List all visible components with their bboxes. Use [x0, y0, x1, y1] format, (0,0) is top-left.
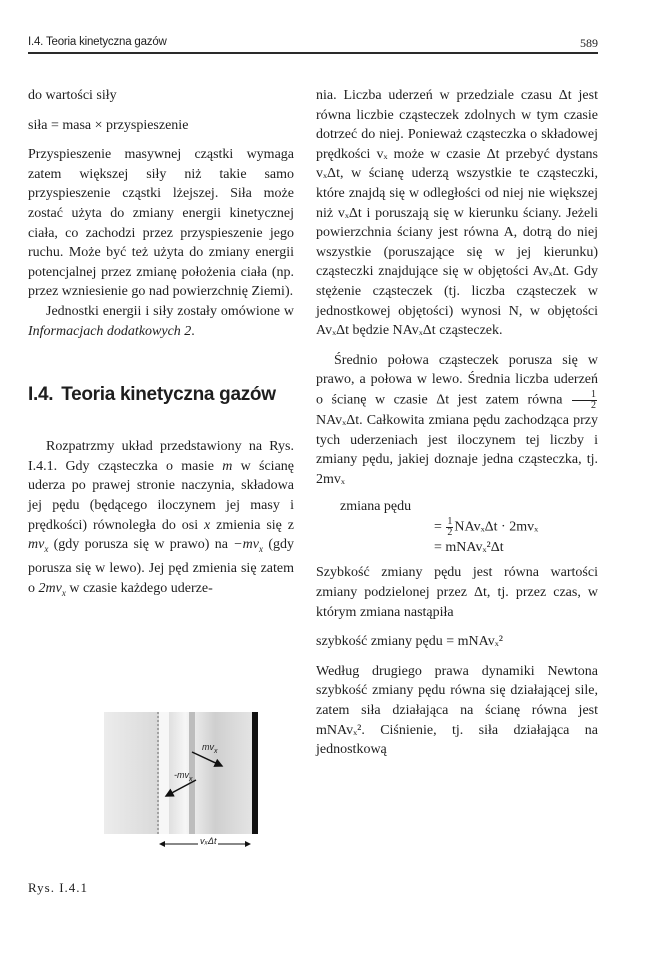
- momentum-calculation: [316, 497, 598, 557]
- calc-line-1: = $\frac{1}{2}$ NAvₓΔt · 2mvₓ: [434, 515, 539, 538]
- calc-label: zmiana pędu: [340, 499, 412, 515]
- fraction-one-half: $\frac{1}{2}$: [572, 390, 597, 411]
- figure-caption: Rys. I.4.1: [28, 880, 89, 895]
- right-wall: [252, 712, 258, 834]
- page-number: 589: [580, 36, 598, 50]
- calc-line-2: = mNAvₓ²Δt: [434, 539, 504, 555]
- label-mvx: $mv_x$: [202, 742, 218, 755]
- paragraph: Przyspieszenie masywnej cząstki wymaga zatem większej siły niż takie samo przyspieszenie cząstki lżejszej. Siła może zostać użyta do zmiany energii kinetycznej ciała, co zachodzi przez przyspieszenie jego ruchu. Może być też użyta do zmiany energii potencjalnej przez zmianę położenia ciała (np. przez wzniesienie go nad powierzchnię Ziemi).: [28, 147, 294, 300]
- paragraph: Średnio połowa cząsteczek porusza się w prawo, a połowa w lewo. Średnia liczba uderzeń o ścianę w czasie Δt jest zatem równa $\frac{1}{2}$ NAvₓΔt. Całkowita zmiana pędu zachodząca przy tych uderzeniach jest iloczynem tej liczby i zmiany pędu, jakiej doznaje jedna cząsteczka, tj. 2mvₓ: [316, 352, 598, 487]
- equation-force: siła = masa × przyspieszenie: [28, 117, 189, 133]
- section-number: I.4.: [28, 384, 54, 406]
- paragraph: do wartości siły: [28, 88, 117, 103]
- paragraph: nia. Liczba uderzeń w przedziale czasu Δt jest równa liczbie cząsteczek zdolnych w tym czasie dotrzeć do niej. Ponieważ cząsteczka o składowej prędkości vₓ może w czasie Δt przebyć dystans vₓΔt, w ścianę uderzą wszystkie te cząsteczki, które znajdą się w odległości od niej nie większej niż vₓΔt i poruszają się w kierunku ściany. Jeżeli powierzchnia ściany jest równa A, dotrą do niej wszystkie (poruszające się w jej kierunku) cząsteczki znajdujące się w objętości AvₓΔt. Gdy stężenie cząsteczek (tj. liczba cząsteczek w jednostkowej objętości) wynosi N, w objętości AvₓΔt będzie NAvₓΔt cząsteczek.: [316, 88, 598, 339]
- paragraph: Według drugiego prawa dynamiki Newtona szybkość zmiany pędu równa się działającej sile, zatem siła działająca na ścianę równa jest mNAvₓ². Ciśnienie, tj. siła działająca na jednostkową: [316, 663, 598, 758]
- label-neg-mvx: $-mv_x$: [174, 770, 193, 783]
- paragraph: Rozpatrzmy układ przedstawiony na Rys. I.4.1. Gdy cząsteczka o masie m w ścianę uderza po prawej stronie naczynia, składowa jej pędu (będącego iloczynem jej masy i prędkości) równoległa do osi x zmienia się z $mv_x$ (gdy porusza się w prawo) na $-mv_x$ (gdy porusza się w lewo). Jej pęd zmienia się zatem o $2mv_x$ w czasie każdego uderze-: [28, 439, 294, 598]
- section-heading: [28, 383, 294, 407]
- reference-link: Informacjach dodatkowych 2: [28, 323, 192, 339]
- header-rule: [28, 52, 598, 54]
- paragraph: Szybkość zmiany pędu jest równa wartości zmiany podzielonej przez Δt, tj. przez czas, w którym zmiana nastąpiła: [316, 565, 598, 620]
- label-vx-dt: vₓΔt: [200, 836, 217, 846]
- figure-container: [104, 712, 262, 850]
- page-header: [28, 32, 598, 52]
- section-title: Teoria kinetyczna gazów: [61, 384, 276, 406]
- right-column: [316, 86, 598, 760]
- paragraph: Jednostki energii i siły zostały omówione w Informacjach dodatkowych 2.: [28, 303, 294, 339]
- equation-rate: szybkość zmiany pędu = mNAvₓ²: [316, 634, 503, 650]
- left-column: [28, 86, 294, 603]
- running-title: I.4. Teoria kinetyczna gazów: [28, 36, 167, 48]
